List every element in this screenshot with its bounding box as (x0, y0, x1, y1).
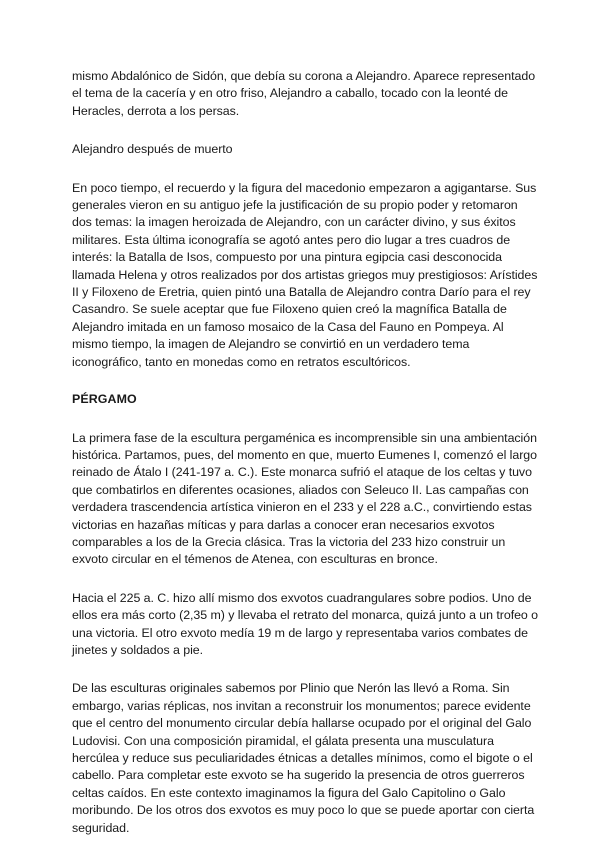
paragraph-alejandro: En poco tiempo, el recuerdo y la figura del macedonio empezaron a agigantarse. Sus generales vieron en su antiguo jefe la justificación de su propio poder y retomaron dos temas: la imagen heroizada de Alejandro, con un carácter divino, y sus éxitos militares. Esta última iconografía se agotó antes pero dio lugar a tres cuadros de interés: la Batalla de Isos, compuesto por una pintura egipcia casi desconocida llamada Helena y otros realizados por dos artistas griegos muy prestigiosos: Arístides II y Filoxeno de Eretria, quien pintó una Batalla de Alejandro contra Darío para el rey Casandro. Se suele aceptar que fue Filoxeno quien creó la magnífica Batalla de Alejandro imitada en un famoso mosaico de la Casa del Fauno en Pompeya. Al mismo tiempo, la imagen de Alejandro se convirtió en un verdadero tema iconográfico, tanto en monedas como en retratos escultóricos. (72, 180, 538, 369)
paragraph-esculturas: De las esculturas originales sabemos por Plinio que Nerón las llevó a Roma. Sin embargo, varias réplicas, nos invitan a reconstruir los monumentos; parece evidente que el centro del monumento circular debía hallarse ocupado por el original del Galo Ludovisi. Con una composición piramidal, el gálata presenta una musculatura hercúlea y reduce sus peculiaridades étnicas a detalles mínimos, como el bigote o el cabello. Para completar este exvoto se ha sugerido la presencia de otros guerreros celtas caídos. En este contexto imaginamos la figura del Galo Capitolino o Galo moribundo. De los otros dos exvotos es muy poco lo que se puede aportar con cierta seguridad. (72, 681, 535, 835)
section-subtitle: Alejandro después de muerto (72, 142, 233, 157)
paragraph-pergamo-history: La primera fase de la escultura pergaménica es incomprensible sin una ambientación histórica. Partamos, pues, del momento en que, muerto Eumenes I, comenzó el largo reinado de Átalo I (241-197 a. C.). Este monarca sufrió el ataque de los celtas y tuvo que combatirlos en diferentes ocasiones, aliados con Seleuco II. Las campañas con verdadera trascendencia artística vinieron en el 233 y el 228 a.C., convirtiendo estas victorias en hazañas míticas y para darlas a conocer eran necesarios exvotos comparables a los de la Grecia clásica. Tras la victoria del 233 hizo construir un exvoto circular en el témenos de Atenea, con esculturas en bronce. (72, 430, 537, 567)
paragraph-exvotos: Hacia el 225 a. C. hizo allí mismo dos exvotos cuadrangulares sobre podios. Uno de ellos era más corto (2,35 m) y llevaba el retrato del monarca, quizá junto a un trofeo o una victoria. El otro exvoto medía 19 m de largo y representaba varios combates de jinetes y soldados a pie. (72, 590, 538, 657)
paragraph-intro: mismo Abdalónico de Sidón, que debía su corona a Alejandro. Aparece representado el tema de la cacería y en otro friso, Alejandro a caballo, tocado con la leonté de Heracles, derrota a los persas. (72, 69, 536, 118)
section-heading-pergamo: PÉRGAMO (72, 392, 137, 407)
document-page (72, 68, 540, 837)
